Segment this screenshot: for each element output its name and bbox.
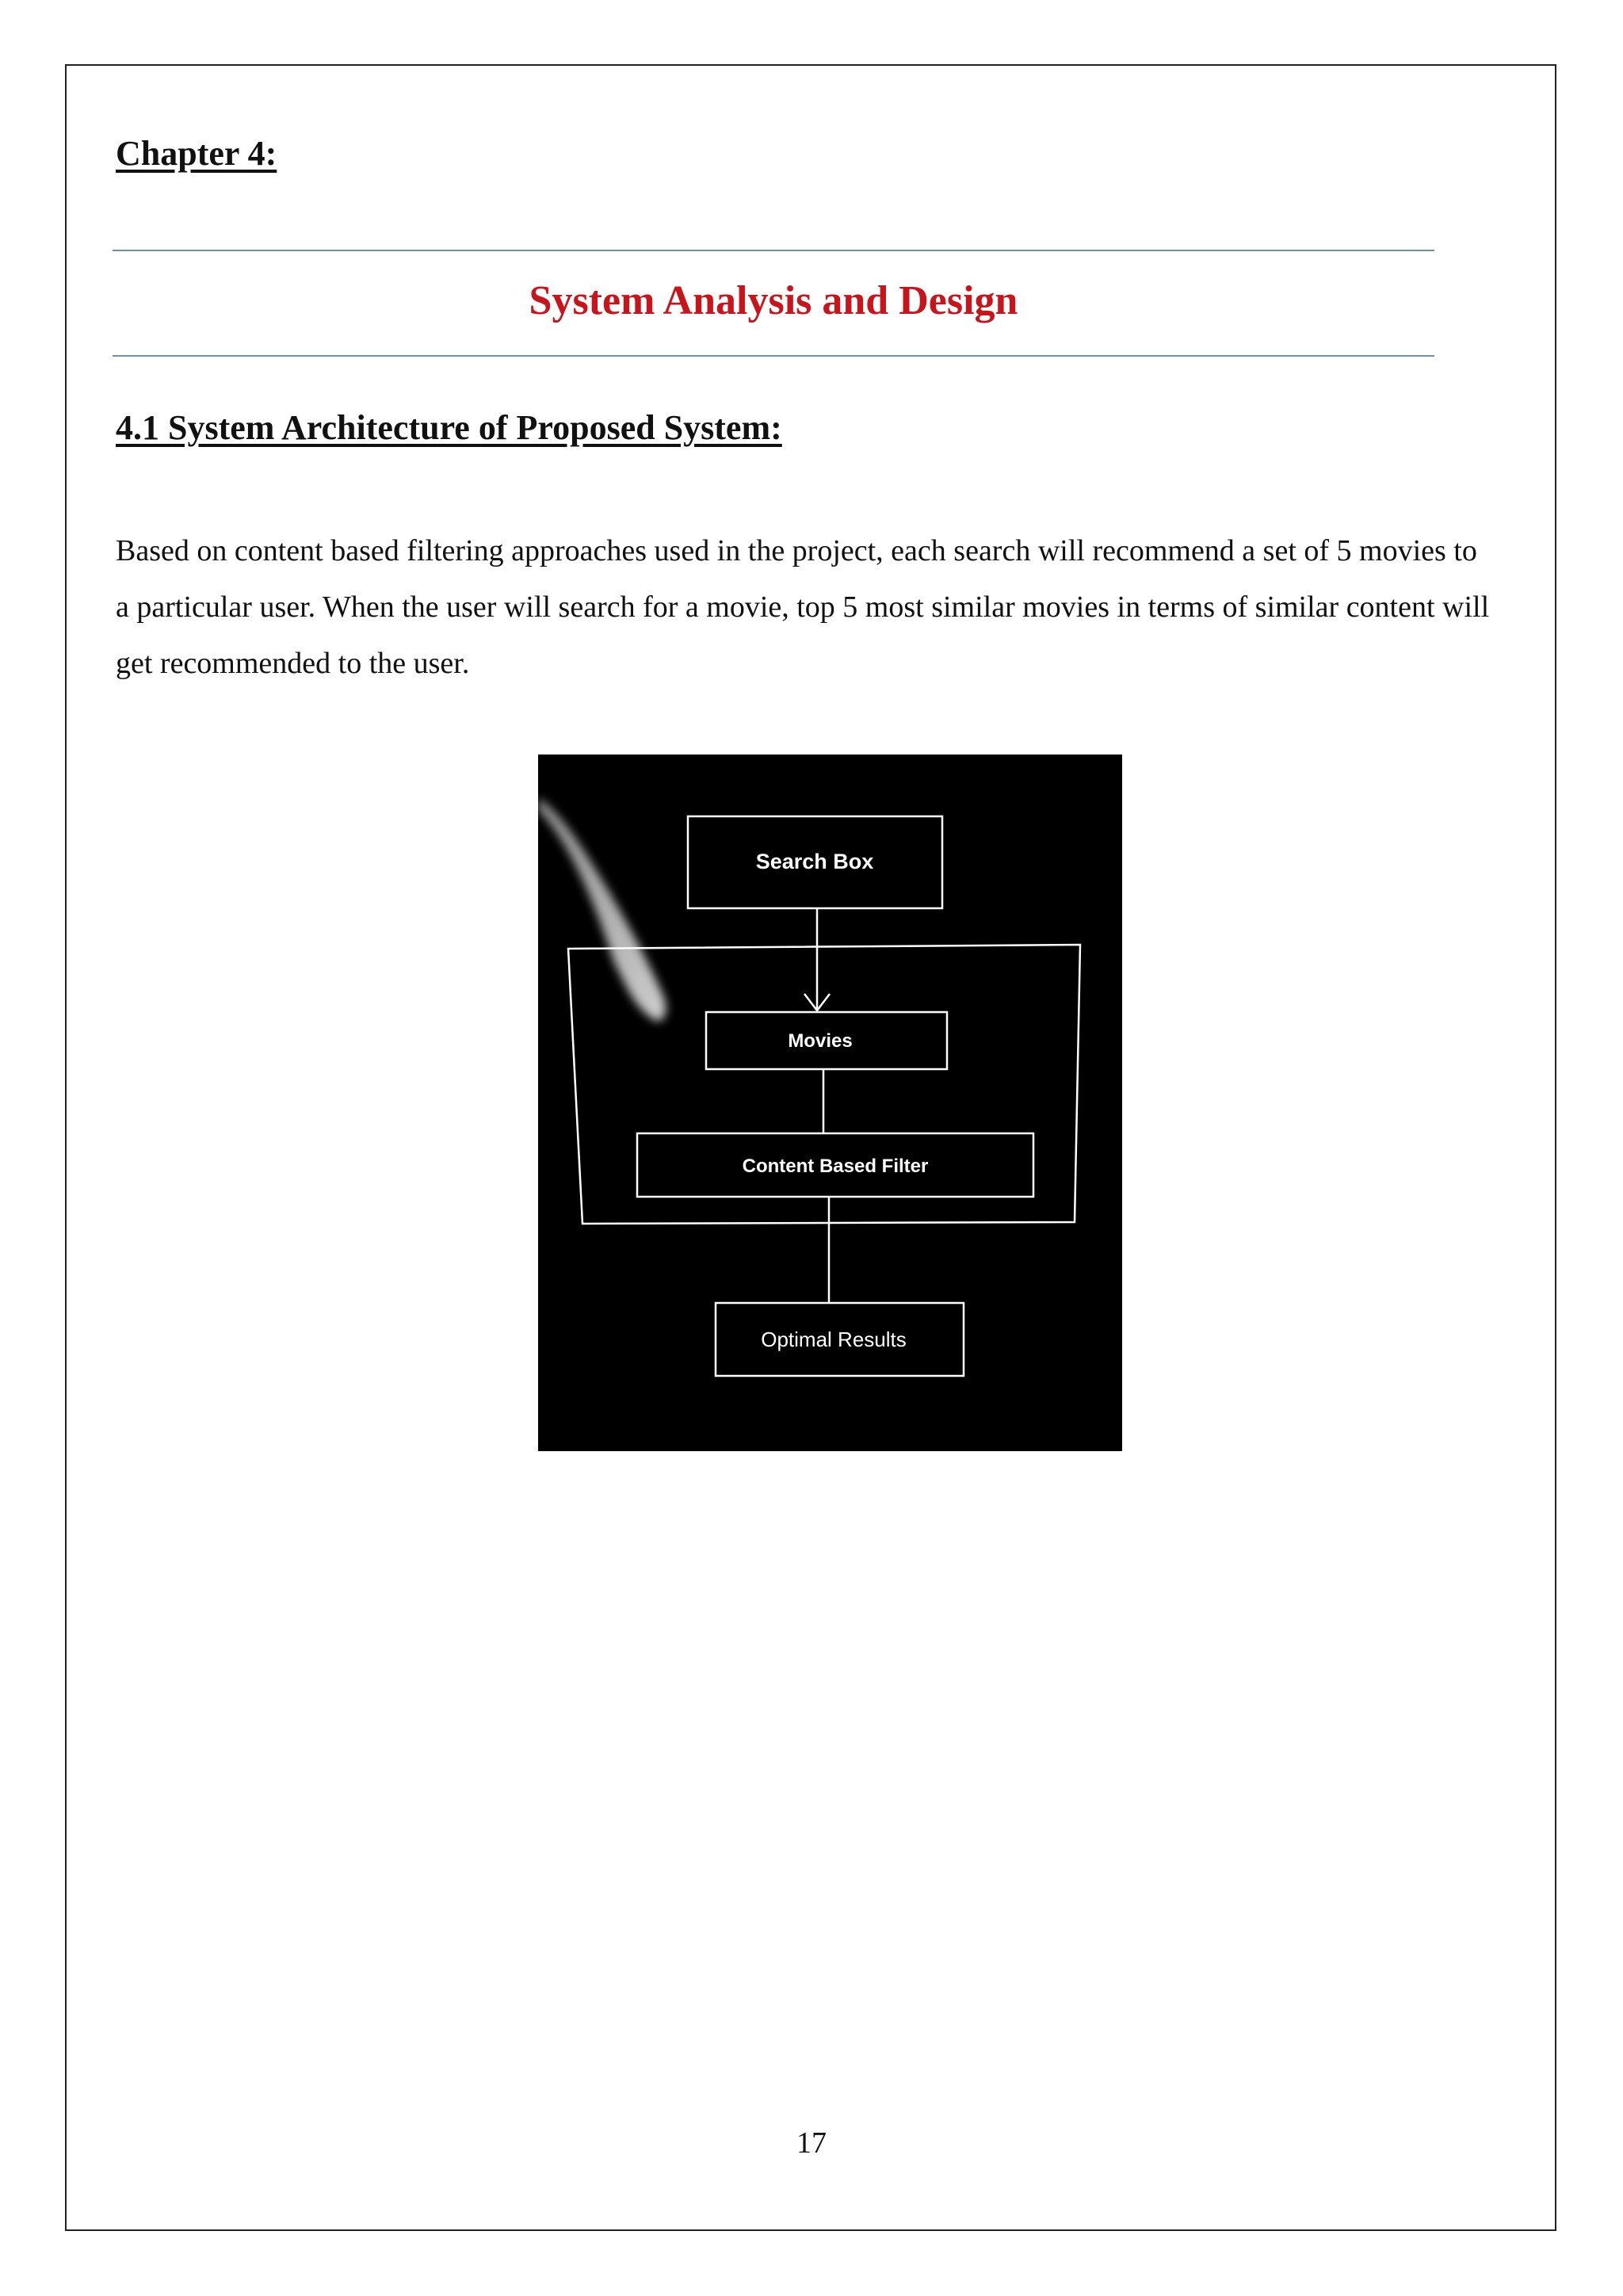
chapter-label: Chapter 4: — [116, 134, 277, 173]
chapter-title: System Analysis and Design — [529, 278, 1018, 323]
photo-glare — [538, 798, 666, 1021]
title-rule-bottom — [113, 355, 1434, 357]
body-paragraph: Based on content based filtering approaches used in the project, each search will recommend a set of 5 movies to a particular user. When the user will search for a movie, top 5 most similar movies in terms of similar content will get recommended to the user. — [116, 534, 1490, 680]
architecture-diagram — [538, 755, 1122, 1451]
page-number: 17 — [796, 2126, 827, 2160]
optimal-results-label: Optimal Results — [761, 1328, 907, 1351]
content-filter-label: Content Based Filter — [742, 1156, 929, 1177]
movies-label: Movies — [788, 1030, 853, 1052]
search-box-label: Search Box — [755, 850, 874, 873]
title-rule-top — [113, 250, 1434, 251]
section-heading: 4.1 System Architecture of Proposed System: — [116, 408, 782, 447]
